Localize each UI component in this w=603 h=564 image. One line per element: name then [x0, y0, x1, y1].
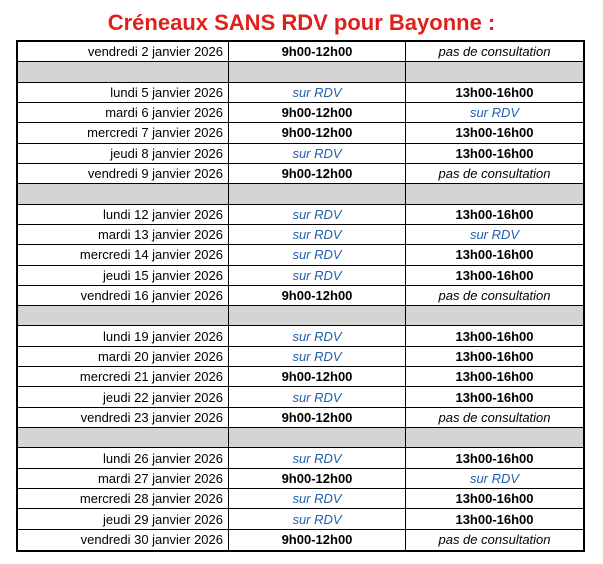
table-row — [18, 448, 583, 468]
separator-row — [18, 184, 583, 204]
morning-cell: 9h00-12h00 — [229, 123, 406, 142]
morning-cell: 9h00-12h00 — [229, 469, 406, 488]
date-cell: vendredi 2 janvier 2026 — [18, 42, 229, 61]
date-cell: vendredi 9 janvier 2026 — [18, 164, 229, 183]
afternoon-cell: 13h00-16h00 — [455, 267, 534, 283]
table-row — [18, 408, 583, 428]
table-row — [18, 387, 583, 407]
morning-cell: sur RDV — [229, 144, 406, 163]
afternoon-cell: 13h00-16h00 — [455, 450, 534, 466]
afternoon-cell: 13h00-16h00 — [455, 348, 534, 364]
afternoon-cell: sur RDV — [469, 470, 520, 486]
afternoon-cell: 13h00-16h00 — [455, 491, 534, 507]
date-cell: jeudi 29 janvier 2026 — [18, 509, 229, 528]
date-cell: mardi 13 janvier 2026 — [18, 225, 229, 244]
table-row — [18, 144, 583, 164]
date-cell: vendredi 16 janvier 2026 — [18, 286, 229, 305]
morning-cell: sur RDV — [229, 347, 406, 366]
date-cell: jeudi 8 janvier 2026 — [18, 144, 229, 163]
afternoon-cell: sur RDV — [469, 227, 520, 243]
separator-row — [18, 306, 583, 326]
table-row — [18, 42, 583, 62]
separator-row — [18, 62, 583, 82]
morning-cell — [229, 62, 406, 81]
afternoon-cell: pas de consultation — [438, 166, 551, 182]
afternoon-cell: 13h00-16h00 — [455, 84, 534, 100]
date-cell: vendredi 23 janvier 2026 — [18, 408, 229, 427]
date-cell: lundi 19 janvier 2026 — [18, 326, 229, 345]
table-row — [18, 530, 583, 550]
afternoon-cell — [406, 428, 583, 447]
afternoon-cell — [406, 62, 583, 81]
date-cell: vendredi 30 janvier 2026 — [18, 530, 229, 550]
date-cell: mardi 27 janvier 2026 — [18, 469, 229, 488]
afternoon-cell: 13h00-16h00 — [455, 125, 534, 141]
date-cell: jeudi 22 janvier 2026 — [18, 387, 229, 406]
date-cell: mercredi 14 janvier 2026 — [18, 245, 229, 264]
morning-cell: sur RDV — [229, 205, 406, 224]
afternoon-cell: 13h00-16h00 — [455, 145, 534, 161]
morning-cell: sur RDV — [229, 266, 406, 285]
date-cell: jeudi 15 janvier 2026 — [18, 266, 229, 285]
table-row — [18, 509, 583, 529]
date-cell: mardi 20 janvier 2026 — [18, 347, 229, 366]
morning-cell: sur RDV — [229, 83, 406, 102]
date-cell: mercredi 28 janvier 2026 — [18, 489, 229, 508]
date-cell — [18, 62, 229, 81]
table-row — [18, 83, 583, 103]
morning-cell: 9h00-12h00 — [229, 286, 406, 305]
afternoon-cell: 13h00-16h00 — [455, 247, 534, 263]
morning-cell: 9h00-12h00 — [229, 408, 406, 427]
table-row — [18, 103, 583, 123]
table-row — [18, 367, 583, 387]
table-row — [18, 245, 583, 265]
afternoon-cell: pas de consultation — [438, 409, 551, 425]
afternoon-cell: 13h00-16h00 — [455, 389, 534, 405]
date-cell: lundi 26 janvier 2026 — [18, 448, 229, 467]
date-cell: mardi 6 janvier 2026 — [18, 103, 229, 122]
table-row — [18, 286, 583, 306]
afternoon-cell: pas de consultation — [438, 532, 551, 548]
table-row — [18, 489, 583, 509]
morning-cell: sur RDV — [229, 489, 406, 508]
date-cell: lundi 5 janvier 2026 — [18, 83, 229, 102]
afternoon-cell: pas de consultation — [438, 287, 551, 303]
morning-cell: sur RDV — [229, 448, 406, 467]
afternoon-cell: pas de consultation — [438, 44, 551, 60]
afternoon-cell: 13h00-16h00 — [455, 511, 534, 527]
date-cell — [18, 184, 229, 203]
schedule-table — [16, 40, 585, 552]
date-cell: lundi 12 janvier 2026 — [18, 205, 229, 224]
afternoon-cell: 13h00-16h00 — [455, 206, 534, 222]
morning-cell: 9h00-12h00 — [229, 103, 406, 122]
morning-cell: 9h00-12h00 — [229, 367, 406, 386]
morning-cell: sur RDV — [229, 509, 406, 528]
morning-cell: 9h00-12h00 — [229, 530, 406, 550]
morning-cell: 9h00-12h00 — [229, 42, 406, 61]
date-cell — [18, 428, 229, 447]
afternoon-cell: 13h00-16h00 — [455, 369, 534, 385]
table-row — [18, 164, 583, 184]
morning-cell — [229, 184, 406, 203]
separator-row — [18, 428, 583, 448]
morning-cell: sur RDV — [229, 245, 406, 264]
date-cell: mercredi 7 janvier 2026 — [18, 123, 229, 142]
table-row — [18, 205, 583, 225]
table-row — [18, 469, 583, 489]
morning-cell: 9h00-12h00 — [229, 164, 406, 183]
afternoon-cell: sur RDV — [469, 105, 520, 121]
morning-cell: sur RDV — [229, 225, 406, 244]
morning-cell: sur RDV — [229, 326, 406, 345]
date-cell — [18, 306, 229, 325]
table-row — [18, 123, 583, 143]
morning-cell: sur RDV — [229, 387, 406, 406]
morning-cell — [229, 428, 406, 447]
table-row — [18, 225, 583, 245]
morning-cell — [229, 306, 406, 325]
afternoon-cell — [406, 184, 583, 203]
table-row — [18, 347, 583, 367]
afternoon-cell — [406, 306, 583, 325]
table-row — [18, 266, 583, 286]
page-title: Créneaux SANS RDV pour Bayonne : — [107, 10, 496, 35]
afternoon-cell: 13h00-16h00 — [455, 328, 534, 344]
date-cell: mercredi 21 janvier 2026 — [18, 367, 229, 386]
table-row — [18, 326, 583, 346]
